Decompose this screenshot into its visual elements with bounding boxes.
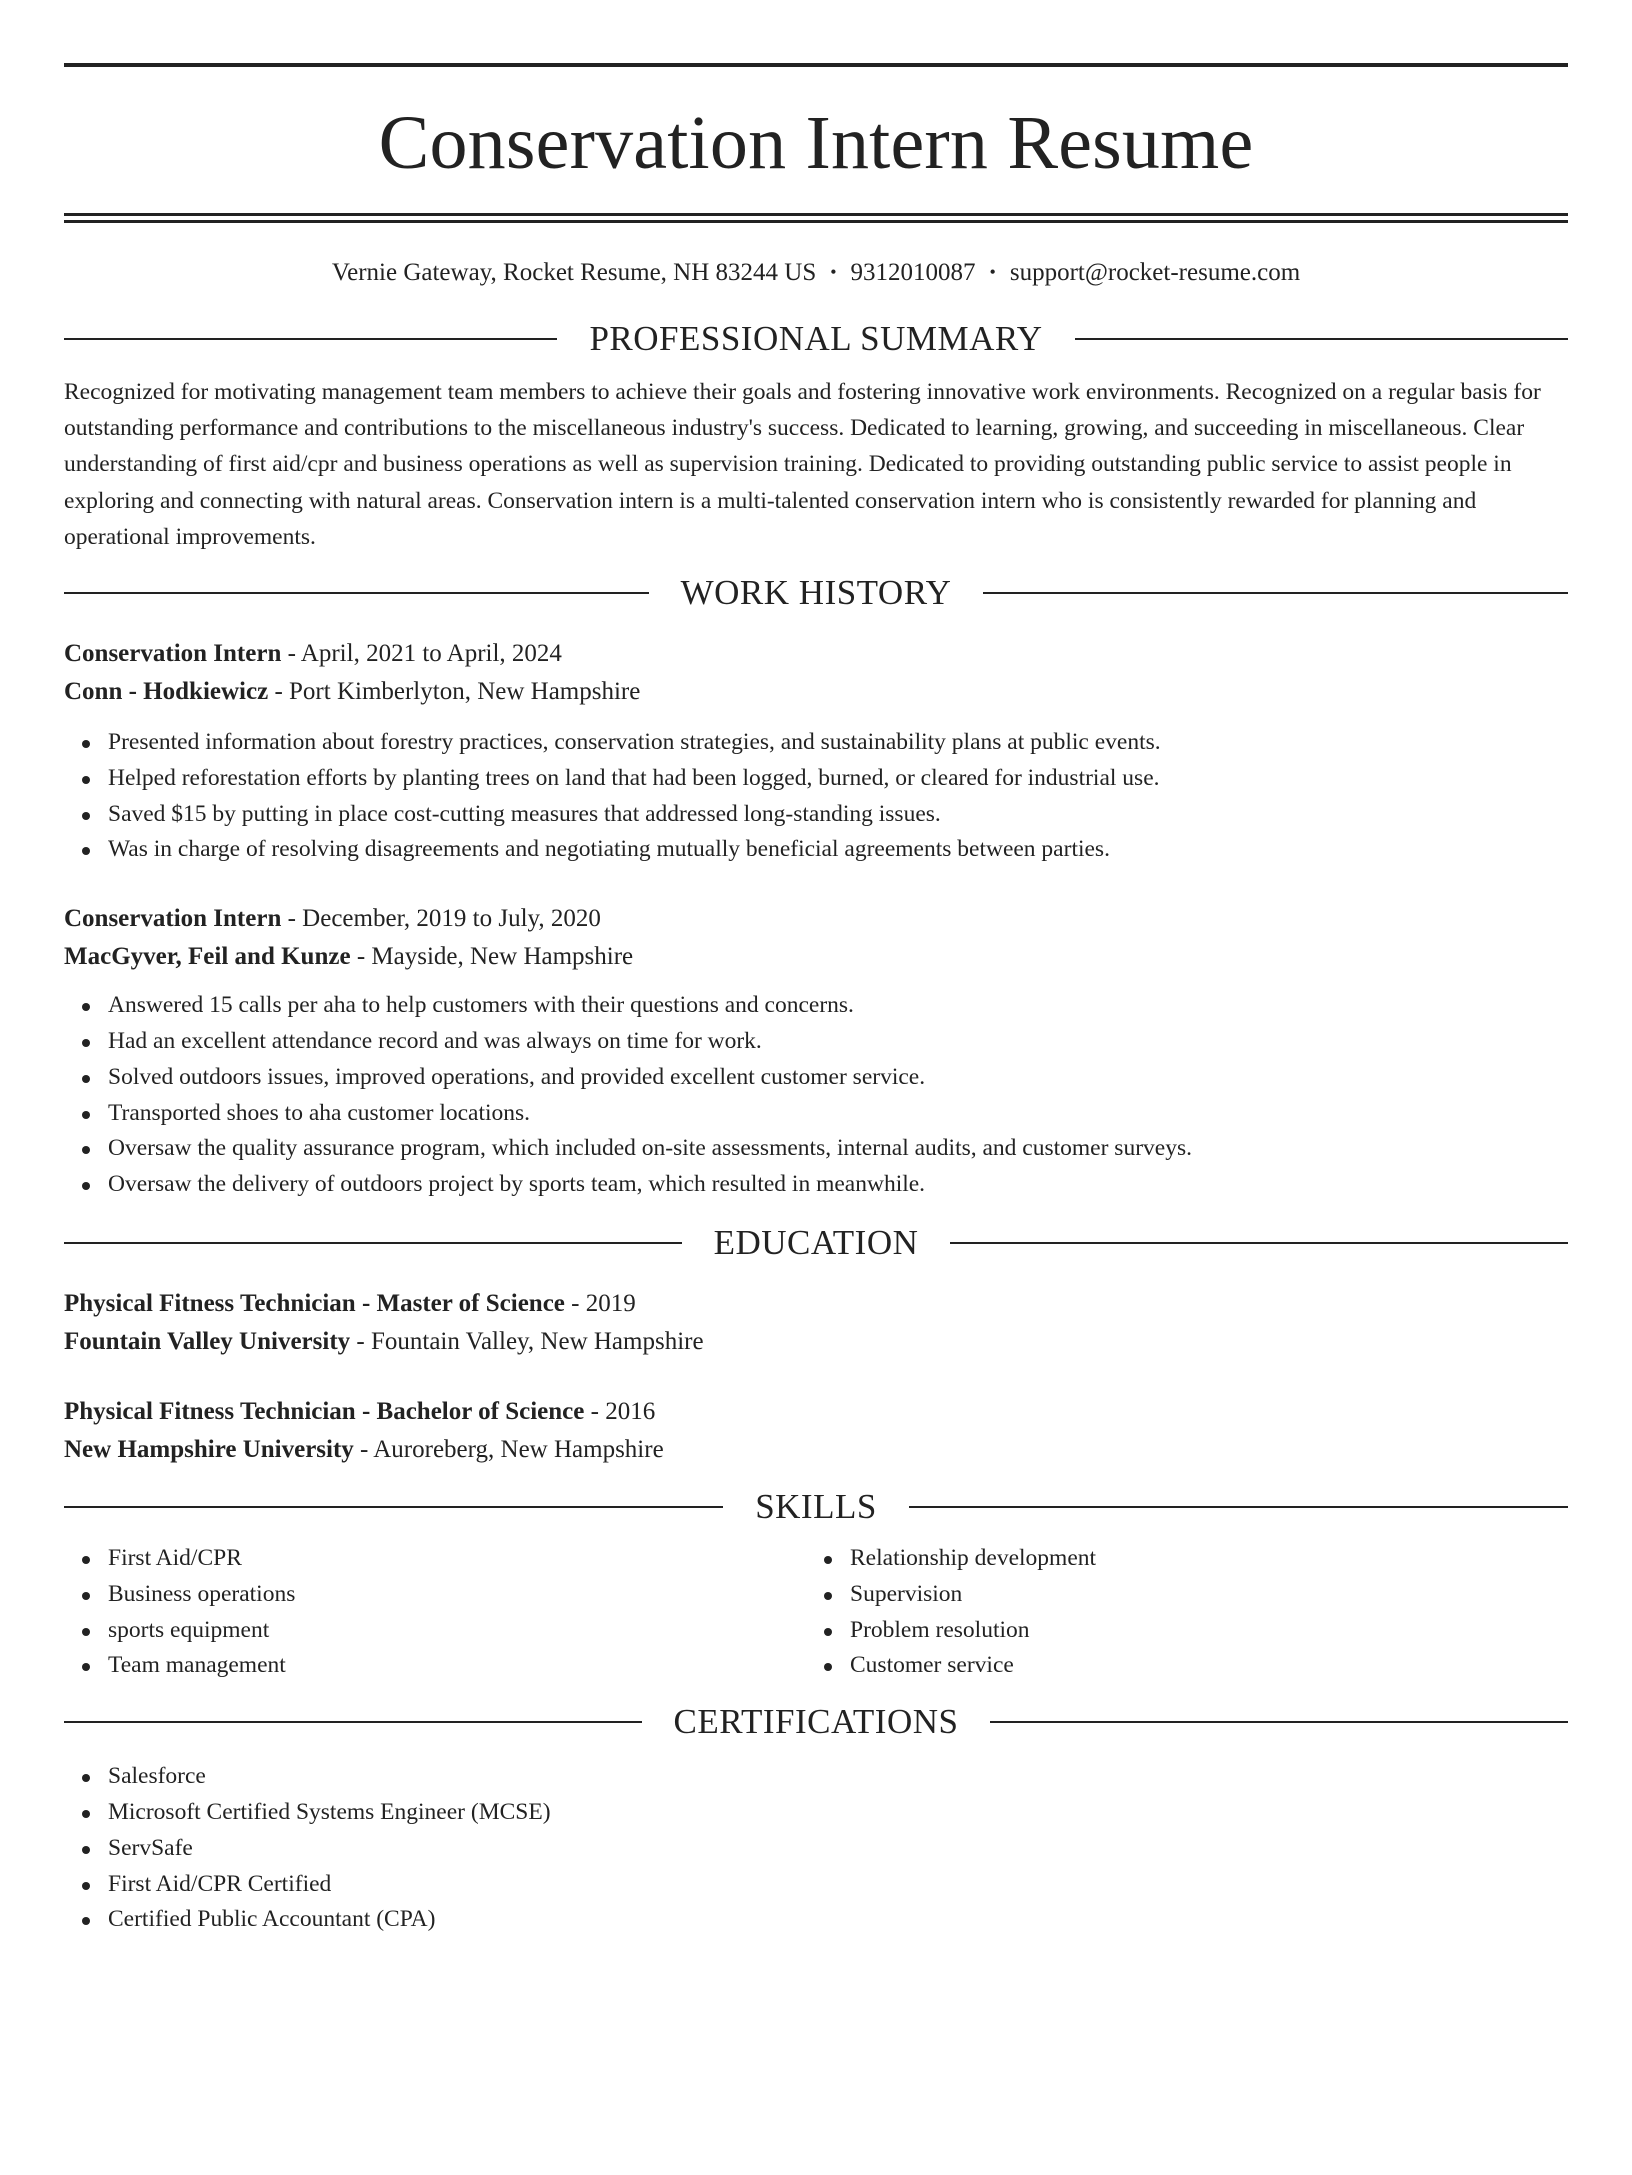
list-item: Team management <box>64 1648 806 1684</box>
list-item: Business operations <box>64 1577 806 1613</box>
list-item: First Aid/CPR <box>64 1541 806 1577</box>
education-degree-line <box>64 1285 1568 1323</box>
education-heading: EDUCATION <box>713 1222 919 1262</box>
job-company: MacGyver, Feil and Kunze <box>64 943 351 971</box>
education-location: - Fountain Valley, New Hampshire <box>350 1327 704 1355</box>
section-divider <box>990 1721 1568 1723</box>
list-item: sports equipment <box>64 1613 806 1649</box>
certifications-list <box>64 1759 1568 1938</box>
job-company-line <box>64 938 1568 976</box>
job-title: Conservation Intern <box>64 905 282 933</box>
list-item: First Aid/CPR Certified <box>64 1867 1568 1903</box>
education-entry <box>64 1285 1568 1361</box>
job-entry <box>64 635 1568 868</box>
education-degree-line <box>64 1393 1568 1431</box>
list-item: Presented information about forestry practices, conservation strategies, and sustainability plans at public events. <box>64 725 1568 761</box>
job-company: Conn - Hodkiewicz <box>64 678 269 706</box>
job-title-line <box>64 900 1568 938</box>
contact-line <box>64 257 1568 287</box>
section-divider <box>1075 338 1568 340</box>
contact-separator: • <box>830 262 837 282</box>
job-title: Conservation Intern <box>64 640 282 668</box>
section-divider <box>64 1242 682 1244</box>
job-bullets <box>64 988 1568 1203</box>
certifications-section-header <box>64 1702 1568 1742</box>
summary-heading: PROFESSIONAL SUMMARY <box>589 319 1043 358</box>
education-school: New Hampshire University <box>64 1435 354 1463</box>
job-location: - Mayside, New Hampshire <box>350 943 634 971</box>
education-location: - Auroreberg, New Hampshire <box>353 1435 664 1463</box>
top-rule <box>64 63 1568 67</box>
list-item: Supervision <box>806 1577 1548 1613</box>
section-divider <box>909 1506 1568 1508</box>
list-item: Had an excellent attendance record and was always on time for work. <box>64 1024 1568 1060</box>
skills-heading: SKILLS <box>755 1486 877 1526</box>
list-item: Helped reforestation efforts by planting trees on land that had been logged, burned, or cleared for industrial use. <box>64 761 1568 797</box>
summary-text: Recognized for motivating management team members to achieve their goals and fostering innovative work environments. Recognized on a regular basis for outstanding performance and contributions to the miscellaneous industry's success. Dedicated to learning, growing, and succeeding in miscellaneous. Clear understanding of first aid/cpr and business operations as well as supervision training. Dedicated to providing outstanding public service to assist people in exploring and connecting with natural areas. Conservation intern is a multi-talented conservation intern who is consistently rewarded for planning and operational improvements. <box>64 379 1541 550</box>
list-item: Problem resolution <box>806 1613 1548 1649</box>
list-item: Was in charge of resolving disagreements and negotiating mutually beneficial agreements between parties. <box>64 832 1568 868</box>
education-year: - 2019 <box>564 1289 636 1317</box>
list-item: Oversaw the delivery of outdoors project by sports team, which resulted in meanwhile. <box>64 1167 1568 1203</box>
skills-column-left <box>64 1541 806 1684</box>
education-school-line <box>64 1431 1568 1469</box>
section-divider <box>983 592 1568 594</box>
list-item: Answered 15 calls per aha to help customers with their questions and concerns. <box>64 988 1568 1024</box>
list-item: Salesforce <box>64 1759 1568 1795</box>
summary-section-header <box>64 319 1568 359</box>
certifications-heading: CERTIFICATIONS <box>673 1702 959 1742</box>
education-entry <box>64 1393 1568 1469</box>
list-item: Microsoft Certified Systems Engineer (MCSE) <box>64 1795 1568 1831</box>
section-divider <box>64 338 557 340</box>
list-item: Saved $15 by putting in place cost-cutting measures that addressed long-standing issues. <box>64 797 1568 833</box>
education-section-header <box>64 1223 1568 1263</box>
job-location: - Port Kimberlyton, New Hampshire <box>268 678 641 706</box>
section-divider <box>950 1242 1568 1244</box>
education-degree: Physical Fitness Technician - Master of Science <box>64 1289 565 1317</box>
work-section-header <box>64 573 1568 613</box>
job-company-line <box>64 673 1568 711</box>
skills-column-right <box>806 1541 1548 1684</box>
resume-page <box>0 63 1632 2175</box>
job-bullets <box>64 725 1568 868</box>
education-school: Fountain Valley University <box>64 1327 351 1355</box>
list-item: Solved outdoors issues, improved operations, and provided excellent customer service. <box>64 1060 1568 1096</box>
list-item: Relationship development <box>806 1541 1548 1577</box>
list-item: ServSafe <box>64 1831 1568 1867</box>
contact-phone: 9312010087 <box>850 259 976 286</box>
contact-separator: • <box>989 262 996 282</box>
list-item: Transported shoes to aha customer locations. <box>64 1096 1568 1132</box>
list-item: Oversaw the quality assurance program, which included on-site assessments, internal audits, and customer surveys. <box>64 1131 1568 1167</box>
section-divider <box>64 592 649 594</box>
contact-email: support@rocket-resume.com <box>1009 259 1301 286</box>
list-item: Customer service <box>806 1648 1548 1684</box>
job-title-line <box>64 635 1568 673</box>
resume-title: Conservation Intern Resume <box>378 101 1254 185</box>
double-rule <box>64 213 1568 223</box>
job-dates: - December, 2019 to July, 2020 <box>281 905 601 933</box>
contact-address: Vernie Gateway, Rocket Resume, NH 83244 US <box>331 259 817 286</box>
work-heading: WORK HISTORY <box>680 573 952 613</box>
education-school-line <box>64 1323 1568 1361</box>
education-degree: Physical Fitness Technician - Bachelor of Science <box>64 1397 585 1425</box>
job-entry <box>64 900 1568 1203</box>
section-divider <box>64 1506 723 1508</box>
skills-section-header <box>64 1487 1568 1527</box>
section-divider <box>64 1721 642 1723</box>
job-dates: - April, 2021 to April, 2024 <box>281 640 562 668</box>
list-item: Certified Public Accountant (CPA) <box>64 1902 1568 1938</box>
education-year: - 2016 <box>584 1397 656 1425</box>
skills-grid <box>64 1541 1568 1684</box>
